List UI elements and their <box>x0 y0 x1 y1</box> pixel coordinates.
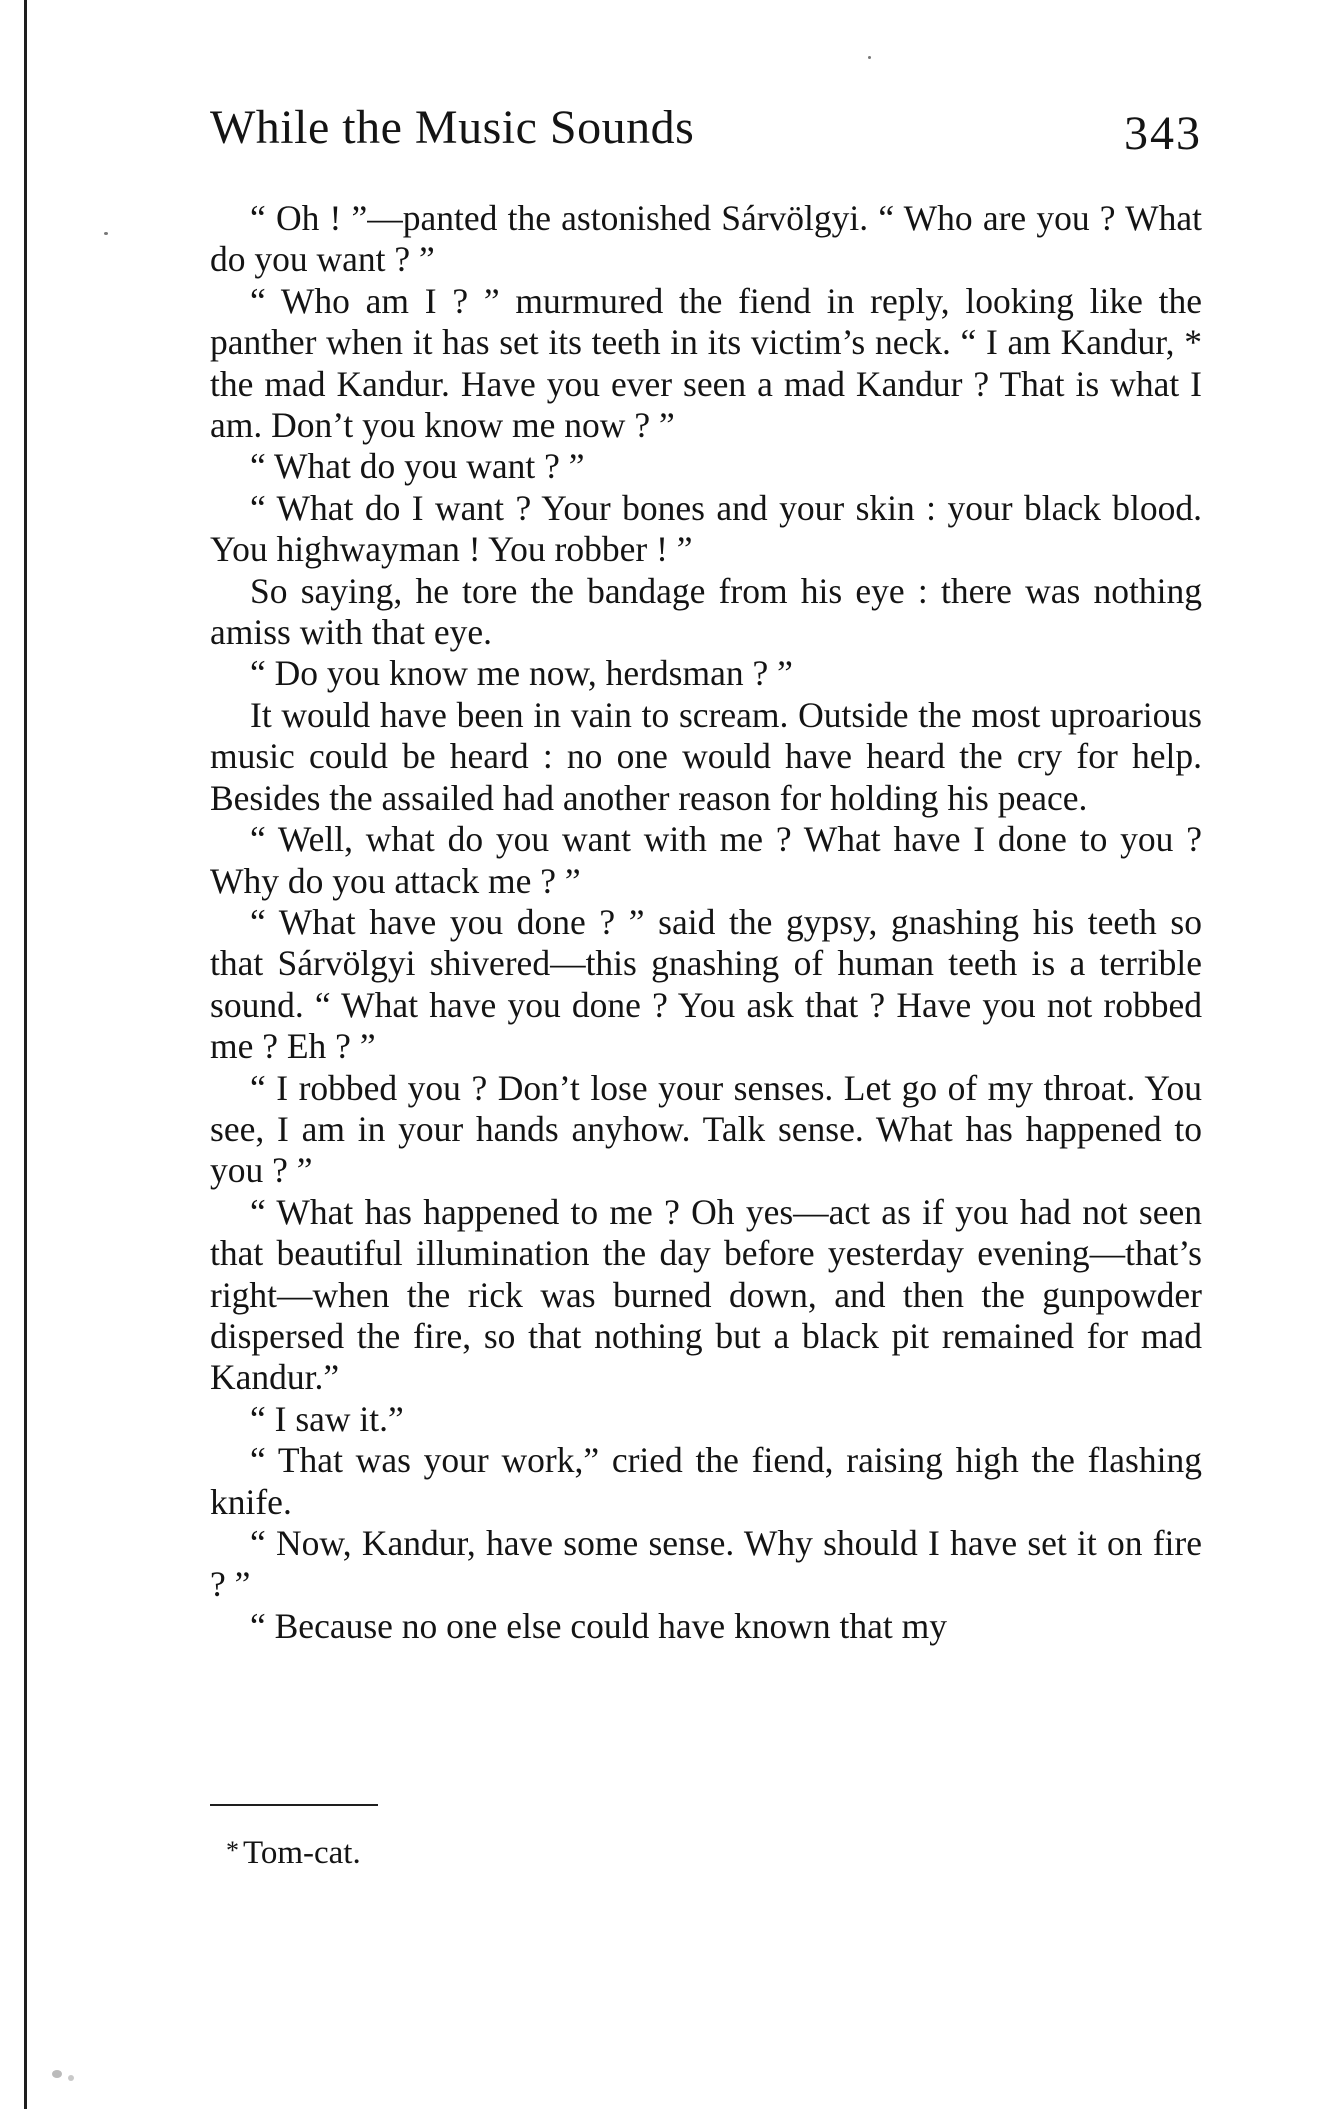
page-number: 343 <box>1124 107 1202 160</box>
scan-speck <box>104 232 108 235</box>
paragraph: “ What has happened to me ? Oh yes—act as if you had not seen that beautiful illumination the day before yesterday evening—that’s right—when the rick was burned down, and then the gunpowder dispersed the fire, so that nothing but a black pit remained for mad Kandur.” <box>210 1191 1202 1398</box>
paragraph: So saying, he tore the bandage from his eye : there was nothing amiss with that eye. <box>210 570 1202 653</box>
paragraph: “ What have you done ? ” said the gypsy, gnashing his teeth so that Sárvölgyi shivered—this gnashing of human teeth is a terrible sound. “ What have you done ? You ask that ? Have you not robbed me ? Eh ? ” <box>210 901 1202 1067</box>
scan-speck <box>868 56 871 59</box>
paragraph: “ That was your work,” cried the fiend, raising high the flashing knife. <box>210 1440 1202 1522</box>
running-head <box>0 96 1202 166</box>
footnote-text: Tom-cat. <box>243 1835 361 1871</box>
scan-speck <box>68 2075 74 2081</box>
paragraph: “ Now, Kandur, have some sense. Why should I have set it on fire ? ” <box>210 1523 1202 1605</box>
paragraph: “ Who am I ? ” murmured the fiend in reply, looking like the panther when it has set its teeth in its victim’s neck. “ I am Kandur, * the mad Kandur. Have you ever seen a mad Kandur ? That is what I am. Don’t you know me now ? ” <box>210 280 1202 446</box>
paragraph: “ What do you want ? ” <box>250 446 585 487</box>
footnote <box>226 1830 361 1874</box>
paragraph: “ I robbed you ? Don’t lose your senses. Let go of my throat. You see, I am in your hands anyhow. Talk sense. What has happened to you ? ” <box>210 1067 1202 1191</box>
paragraph: “ Well, what do you want with me ? What have I done to you ? Why do you attack me ? ” <box>210 819 1202 901</box>
paragraph: “ Do you know me now, herdsman ? ” <box>250 653 793 694</box>
paragraph: It would have been in vain to scream. Outside the most uproarious music could be heard : no one would have heard the cry for help. Besides the assailed had another reason for holding his peace. <box>210 694 1202 818</box>
running-title: While the Music Sounds <box>210 101 695 154</box>
paragraph: “ I saw it.” <box>250 1398 404 1439</box>
paragraph: “ Because no one else could have known that my <box>250 1605 947 1646</box>
paragraph: “ What do I want ? Your bones and your skin : your black blood. You highwayman ! You robber ! ” <box>210 487 1202 570</box>
body-text <box>210 198 1202 1647</box>
scan-speck <box>52 2070 62 2078</box>
footnote-rule <box>210 1804 378 1806</box>
page-edge <box>24 0 27 2109</box>
paragraph: “ Oh ! ”—panted the astonished Sárvölgyi. “ Who are you ? What do you want ? ” <box>210 198 1202 280</box>
footnote-mark: * <box>226 1836 239 1865</box>
